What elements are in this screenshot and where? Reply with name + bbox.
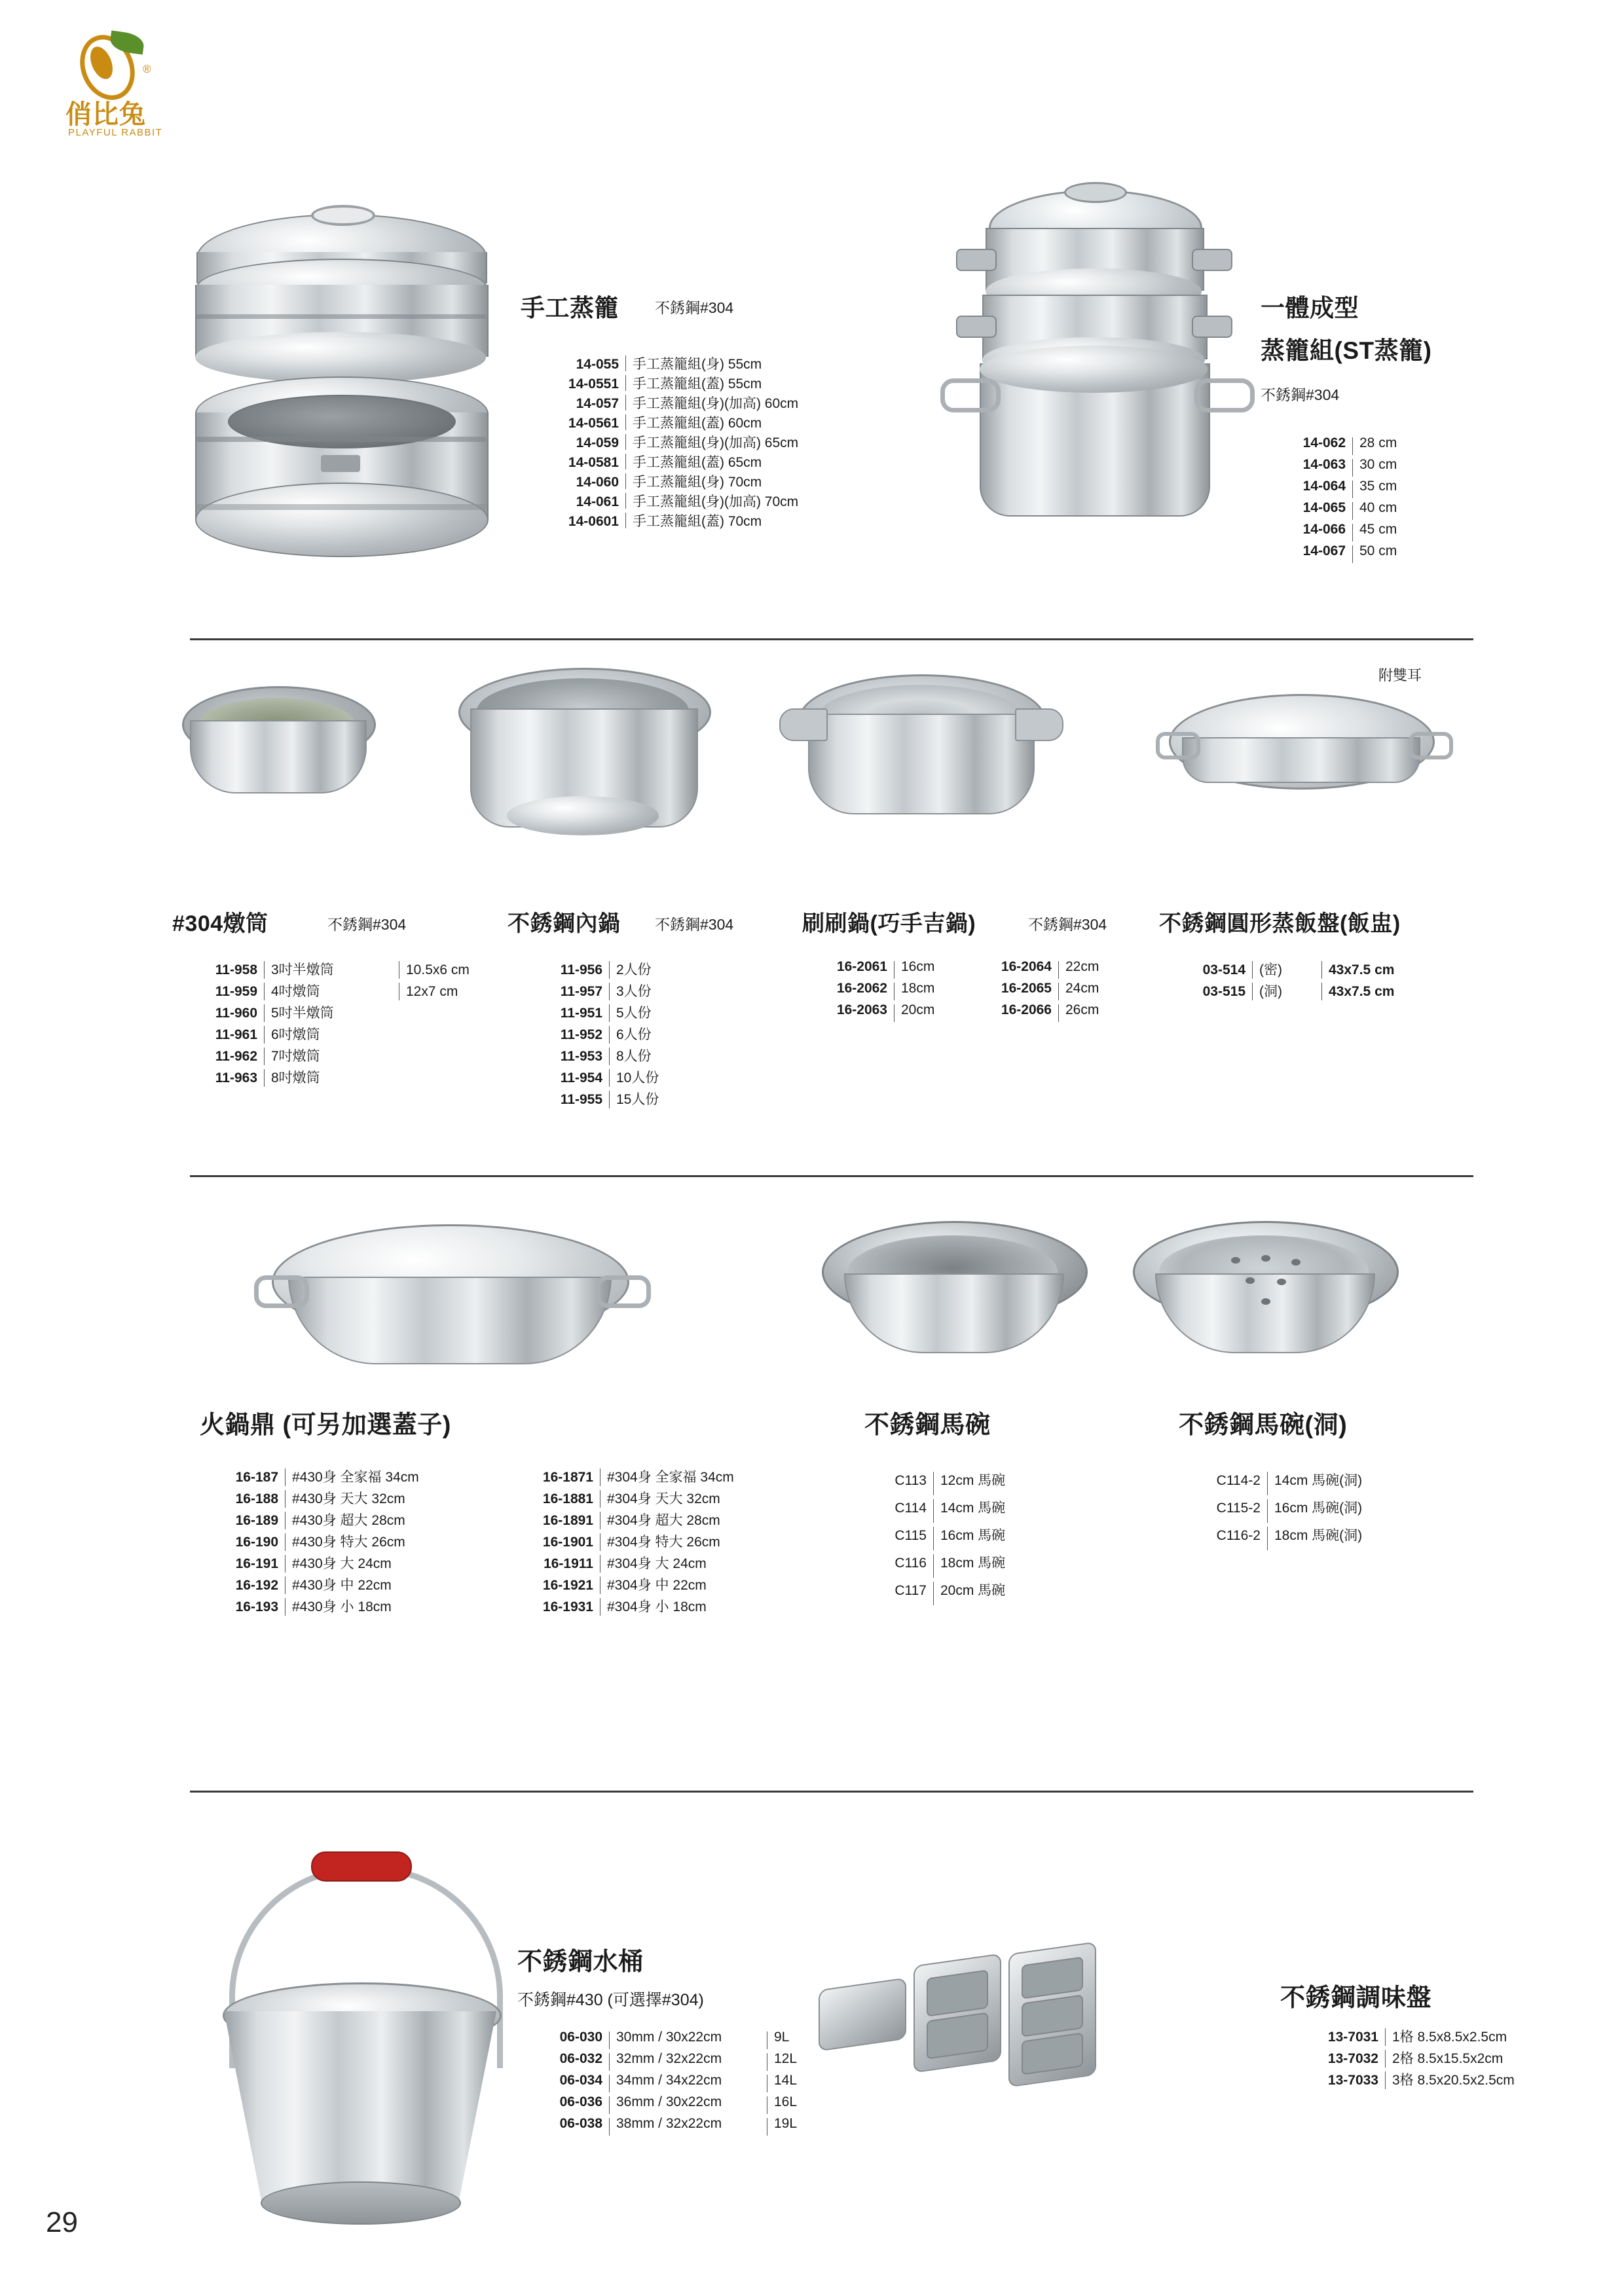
item-desc: 20cm 馬碗 xyxy=(940,1583,1006,1598)
item-desc: 2人份 xyxy=(616,962,652,977)
item-desc: 7吋燉筒 xyxy=(271,1049,320,1064)
divider-3 xyxy=(190,1791,1473,1793)
round-steam-plate-image xyxy=(1156,694,1444,845)
table-row xyxy=(172,981,470,1002)
handmade-steamer-image xyxy=(190,180,504,599)
item-desc-b: #304身 小 18cm xyxy=(607,1599,707,1614)
stew-pot-image xyxy=(182,686,372,837)
item-code: 14-059 xyxy=(576,435,619,450)
item-desc: #430身 全家福 34cm xyxy=(292,1470,419,1485)
shua-shua-pot-title: 刷刷鍋(巧手吉鍋) xyxy=(802,911,976,936)
item-capacity: 9L xyxy=(774,2030,790,2045)
table-row xyxy=(524,981,659,1002)
table-row xyxy=(521,491,798,511)
table-row xyxy=(858,1552,1005,1580)
item-desc: 手工蒸籠組(身) 55cm xyxy=(633,357,762,372)
item-code: 11-963 xyxy=(215,1070,257,1085)
item-desc: 16cm 馬碗(洞) xyxy=(1274,1501,1363,1516)
item-desc: 3吋半燉筒 xyxy=(271,962,334,977)
table-row xyxy=(521,393,798,412)
table-row xyxy=(172,1024,470,1046)
table-row xyxy=(517,2073,797,2094)
shua-shua-pot-image xyxy=(779,674,1061,858)
table-row xyxy=(1261,457,1397,479)
item-code-b: 16-1921 xyxy=(542,1578,593,1593)
item-code: 16-191 xyxy=(235,1556,278,1571)
table-row xyxy=(1172,1497,1362,1525)
item-desc: 34mm / 34x22cm xyxy=(616,2073,722,2088)
brand-name-cn: 俏比兔 xyxy=(65,100,146,129)
horse-bowl-spec-table xyxy=(858,1470,1005,1607)
shua-shua-pot-material: 不銹鋼#304 xyxy=(1028,916,1107,933)
item-code: 03-514 xyxy=(1202,962,1246,977)
page-number: 29 xyxy=(46,2206,78,2238)
table-row xyxy=(172,1067,470,1089)
item-size: 10.5x6 cm xyxy=(406,962,470,977)
round-steam-plate-title: 不銹鋼圓形蒸飯盤(飯盅) xyxy=(1159,911,1401,936)
item-desc: 18cm 馬碗(洞) xyxy=(1274,1528,1363,1543)
item-desc: 手工蒸籠組(蓋) 55cm xyxy=(633,376,762,392)
item-code: 16-188 xyxy=(235,1491,278,1506)
seasoning-tray-image xyxy=(819,1948,1100,2085)
item-desc: 40 cm xyxy=(1359,500,1397,515)
item-code: 16-192 xyxy=(235,1578,278,1593)
item-desc: (洞) xyxy=(1259,984,1282,999)
item-desc: 手工蒸籠組(蓋) 70cm xyxy=(633,514,762,529)
item-code: 14-061 xyxy=(576,494,619,509)
shua-shua-pot-spec-table xyxy=(802,959,1099,1024)
item-code: 13-7031 xyxy=(1327,2030,1378,2045)
item-code: 14-063 xyxy=(1302,457,1346,472)
item-desc: 3人份 xyxy=(616,984,652,999)
divider-1 xyxy=(190,638,1473,640)
horse-bowl-holes-image xyxy=(1133,1221,1395,1391)
item-code: 11-956 xyxy=(560,962,602,977)
table-row xyxy=(1167,959,1394,981)
item-code: C115-2 xyxy=(1216,1501,1261,1516)
item-code-b: 16-1931 xyxy=(542,1599,593,1614)
item-code-b: 16-2064 xyxy=(1001,959,1052,974)
table-row xyxy=(802,1002,1099,1024)
item-code: 16-2063 xyxy=(836,1002,887,1017)
item-capacity: 16L xyxy=(774,2094,798,2109)
inner-pot-image xyxy=(458,668,707,858)
table-row xyxy=(858,1470,1005,1497)
item-desc: 10人份 xyxy=(616,1070,659,1085)
item-code: 16-190 xyxy=(235,1535,278,1550)
item-code: C113 xyxy=(895,1473,927,1488)
item-desc: 手工蒸籠組(蓋) 60cm xyxy=(633,416,762,431)
item-code: C117 xyxy=(895,1583,927,1598)
item-desc: 6人份 xyxy=(616,1027,652,1042)
seasoning-tray-title: 不銹鋼調味盤 xyxy=(1280,1984,1432,2012)
divider-2 xyxy=(190,1175,1473,1177)
item-code: 14-0601 xyxy=(568,514,619,529)
item-desc: 5人份 xyxy=(616,1006,652,1021)
item-code: 11-960 xyxy=(215,1006,257,1021)
item-code: 14-0581 xyxy=(568,455,619,470)
table-row xyxy=(524,1024,659,1046)
table-row xyxy=(524,1046,659,1067)
item-code: 16-187 xyxy=(235,1470,278,1485)
item-code: 11-961 xyxy=(215,1027,257,1042)
item-desc-b: #304身 大 24cm xyxy=(607,1556,707,1571)
item-desc-b: 24cm xyxy=(1065,981,1099,996)
item-code-b: 16-1901 xyxy=(542,1535,593,1550)
item-desc-b: 26cm xyxy=(1065,1002,1099,1017)
item-size: 43x7.5 cm xyxy=(1329,984,1395,999)
item-code: 11-959 xyxy=(215,984,257,999)
table-row xyxy=(802,959,1099,981)
table-row xyxy=(193,1596,734,1618)
item-code: 11-962 xyxy=(215,1049,257,1064)
item-code: 14-067 xyxy=(1302,543,1346,558)
table-row xyxy=(858,1497,1005,1525)
table-row xyxy=(521,432,798,452)
item-code: 11-951 xyxy=(560,1006,602,1021)
item-desc: 15人份 xyxy=(616,1092,659,1107)
table-row xyxy=(172,1002,470,1024)
table-row xyxy=(193,1531,734,1553)
item-desc: #430身 天大 32cm xyxy=(292,1491,405,1506)
table-row xyxy=(172,1046,470,1067)
item-code: 06-034 xyxy=(559,2073,602,2088)
seasoning-tray-spec-table xyxy=(1280,2026,1515,2091)
item-code: 06-030 xyxy=(559,2030,602,2045)
item-size: 12x7 cm xyxy=(406,984,458,999)
item-desc: 2格 8.5x15.5x2cm xyxy=(1392,2051,1504,2066)
item-code: 14-055 xyxy=(576,357,619,372)
item-code: 14-062 xyxy=(1302,435,1346,450)
table-row xyxy=(193,1553,734,1575)
item-desc: 30 cm xyxy=(1359,457,1397,472)
item-desc: 16cm xyxy=(901,959,935,974)
item-desc: 28 cm xyxy=(1359,435,1397,450)
table-row xyxy=(521,373,798,393)
item-code: 06-036 xyxy=(559,2094,602,2109)
rabbit-logo-icon xyxy=(69,31,151,100)
water-bucket-image xyxy=(210,1840,537,2219)
item-code: 11-958 xyxy=(215,962,257,977)
item-desc: 14cm 馬碗(洞) xyxy=(1274,1473,1363,1488)
item-code-b: 16-2065 xyxy=(1001,981,1052,996)
table-row xyxy=(193,1488,734,1510)
item-code: 06-038 xyxy=(559,2116,602,2131)
table-row xyxy=(521,412,798,432)
item-code: 16-2062 xyxy=(836,981,887,996)
table-row xyxy=(524,1002,659,1024)
item-desc: 14cm 馬碗 xyxy=(940,1501,1006,1516)
table-row xyxy=(517,2116,797,2138)
handmade-steamer-spec-table xyxy=(521,354,798,530)
inner-pot-title: 不銹鋼內鍋 xyxy=(507,911,621,936)
table-row xyxy=(193,1467,734,1488)
item-desc: #430身 中 22cm xyxy=(292,1578,392,1593)
table-row xyxy=(1280,2048,1515,2069)
item-capacity: 14L xyxy=(774,2073,798,2088)
table-row xyxy=(524,959,659,981)
item-code: 16-193 xyxy=(235,1599,278,1614)
horse-bowl-holes-spec-table xyxy=(1172,1470,1362,1552)
table-row xyxy=(517,2030,797,2051)
hotpot-ding-title: 火鍋鼎 (可另加選蓋子) xyxy=(200,1412,451,1439)
item-desc-b: 22cm xyxy=(1065,959,1099,974)
stew-pot-spec-table xyxy=(172,959,470,1089)
table-row xyxy=(193,1575,734,1596)
item-desc: 手工蒸籠組(身)(加高) 70cm xyxy=(633,494,799,509)
item-desc: 45 cm xyxy=(1359,522,1397,537)
handmade-steamer-material: 不銹鋼#304 xyxy=(655,299,734,316)
item-desc: #430身 超大 28cm xyxy=(292,1513,405,1528)
handmade-steamer-title: 手工蒸籠 xyxy=(521,295,619,321)
item-code: 16-189 xyxy=(235,1513,278,1528)
item-code: 13-7033 xyxy=(1327,2073,1378,2088)
table-row xyxy=(521,511,798,530)
brand-logo xyxy=(51,31,195,143)
table-row xyxy=(524,1067,659,1089)
inner-pot-spec-table xyxy=(524,959,659,1110)
table-row xyxy=(521,471,798,491)
registered-mark: ® xyxy=(143,63,151,75)
table-row xyxy=(524,1089,659,1110)
table-row xyxy=(858,1525,1005,1552)
item-code: C114 xyxy=(895,1501,927,1516)
stew-pot-title: #304燉筒 xyxy=(172,911,268,936)
item-code: 11-957 xyxy=(560,984,602,999)
round-steam-plate-note: 附雙耳 xyxy=(1378,667,1422,683)
item-desc-b: #304身 超大 28cm xyxy=(607,1513,720,1528)
item-code-b: 16-1891 xyxy=(542,1513,593,1528)
table-row xyxy=(1261,500,1397,522)
item-code: 11-952 xyxy=(560,1027,602,1042)
one-piece-steamer-spec-table xyxy=(1261,435,1397,565)
water-bucket-spec-table xyxy=(517,2030,797,2138)
table-row xyxy=(1280,2026,1515,2048)
one-piece-steamer-image xyxy=(917,170,1270,602)
item-code: 14-0561 xyxy=(568,416,619,431)
item-code-b: 16-1881 xyxy=(542,1491,593,1506)
water-bucket-material: 不銹鋼#430 (可選擇#304) xyxy=(517,1991,704,2009)
item-code: 14-065 xyxy=(1302,500,1346,515)
item-desc: 8人份 xyxy=(616,1049,652,1064)
item-desc: 1格 8.5x8.5x2.5cm xyxy=(1392,2030,1507,2045)
item-code: C116-2 xyxy=(1216,1528,1261,1543)
table-row xyxy=(1261,435,1397,457)
item-code-b: 16-2066 xyxy=(1001,1002,1052,1017)
item-desc-b: #304身 特大 26cm xyxy=(607,1535,720,1550)
item-code: 14-064 xyxy=(1302,479,1346,494)
item-desc: 16cm 馬碗 xyxy=(940,1528,1006,1543)
table-row xyxy=(1172,1525,1362,1552)
item-code: 11-954 xyxy=(560,1070,602,1085)
item-capacity: 19L xyxy=(774,2116,798,2131)
horse-bowl-title: 不銹鋼馬碗 xyxy=(864,1412,991,1439)
one-piece-steamer-material: 不銹鋼#304 xyxy=(1261,386,1340,403)
item-desc: 4吋燉筒 xyxy=(271,984,320,999)
item-size: 43x7.5 cm xyxy=(1329,962,1395,977)
item-code: 14-0551 xyxy=(568,376,619,392)
item-desc: 8吋燉筒 xyxy=(271,1070,320,1085)
item-desc: 32mm / 32x22cm xyxy=(616,2051,722,2066)
item-desc: 5吋半燉筒 xyxy=(271,1006,334,1021)
table-row xyxy=(517,2094,797,2116)
round-steam-plate-spec-table xyxy=(1167,959,1394,1002)
item-capacity: 12L xyxy=(774,2051,798,2066)
item-desc: 手工蒸籠組(身) 70cm xyxy=(633,475,762,490)
table-row xyxy=(521,452,798,471)
table-row xyxy=(172,959,470,981)
item-desc-b: #304身 天大 32cm xyxy=(607,1491,720,1506)
table-row xyxy=(193,1510,734,1531)
horse-bowl-holes-title: 不銹鋼馬碗(洞) xyxy=(1179,1412,1348,1439)
one-piece-steamer-title-line1: 一體成型 xyxy=(1261,295,1359,321)
brand-name-en: PLAYFUL RABBIT xyxy=(68,127,163,138)
table-row xyxy=(1172,1470,1362,1497)
one-piece-steamer-title-line2: 蒸籠組(ST蒸籠) xyxy=(1261,337,1432,364)
item-code: 14-066 xyxy=(1302,522,1346,537)
item-code: 13-7032 xyxy=(1327,2051,1378,2066)
item-desc: 6吋燉筒 xyxy=(271,1027,320,1042)
item-desc: 36mm / 30x22cm xyxy=(616,2094,722,2109)
item-code: C116 xyxy=(895,1556,927,1571)
item-desc: 手工蒸籠組(身)(加高) 60cm xyxy=(633,396,799,411)
item-desc: 12cm 馬碗 xyxy=(940,1473,1006,1488)
item-code: 14-057 xyxy=(576,396,619,411)
table-row xyxy=(1261,479,1397,500)
hotpot-ding-spec-table xyxy=(193,1467,734,1618)
item-code-b: 16-1871 xyxy=(542,1470,593,1485)
table-row xyxy=(1280,2069,1515,2091)
item-desc: 38mm / 32x22cm xyxy=(616,2116,722,2131)
item-desc: 手工蒸籠組(身)(加高) 65cm xyxy=(633,435,799,450)
table-row xyxy=(1167,981,1394,1002)
item-desc-b: #304身 全家福 34cm xyxy=(607,1470,734,1485)
table-row xyxy=(517,2051,797,2073)
water-bucket-title: 不銹鋼水桶 xyxy=(517,1948,644,1976)
item-code: C114-2 xyxy=(1216,1473,1261,1488)
item-desc: 20cm xyxy=(901,1002,935,1017)
item-desc: 手工蒸籠組(蓋) 65cm xyxy=(633,455,762,470)
item-code-b: 16-1911 xyxy=(544,1556,593,1571)
item-desc: 18cm 馬碗 xyxy=(940,1556,1006,1571)
item-desc: 30mm / 30x22cm xyxy=(616,2030,722,2045)
item-desc: (密) xyxy=(1259,962,1282,977)
table-row xyxy=(858,1580,1005,1607)
horse-bowl-image xyxy=(822,1221,1084,1391)
item-desc: 18cm xyxy=(901,981,935,996)
table-row xyxy=(521,354,798,373)
table-row xyxy=(1261,543,1397,565)
item-code: 03-515 xyxy=(1202,984,1246,999)
item-desc: #430身 特大 26cm xyxy=(292,1535,405,1550)
item-desc: 50 cm xyxy=(1359,543,1397,558)
stew-pot-material: 不銹鋼#304 xyxy=(327,916,407,933)
item-desc-b: #304身 中 22cm xyxy=(607,1578,707,1593)
item-desc: #430身 大 24cm xyxy=(292,1556,392,1571)
item-code: 11-955 xyxy=(560,1092,602,1107)
item-code: 16-2061 xyxy=(836,959,887,974)
item-code: 06-032 xyxy=(559,2051,602,2066)
item-code: 11-953 xyxy=(560,1049,602,1064)
inner-pot-material: 不銹鋼#304 xyxy=(655,916,734,933)
item-code: C115 xyxy=(895,1528,927,1543)
table-row xyxy=(1261,522,1397,543)
hotpot-ding-image xyxy=(249,1224,648,1414)
table-row xyxy=(802,981,1099,1002)
item-code: 14-060 xyxy=(576,475,619,490)
item-desc: #430身 小 18cm xyxy=(292,1599,392,1614)
item-desc: 35 cm xyxy=(1359,479,1397,494)
item-desc: 3格 8.5x20.5x2.5cm xyxy=(1392,2073,1515,2088)
